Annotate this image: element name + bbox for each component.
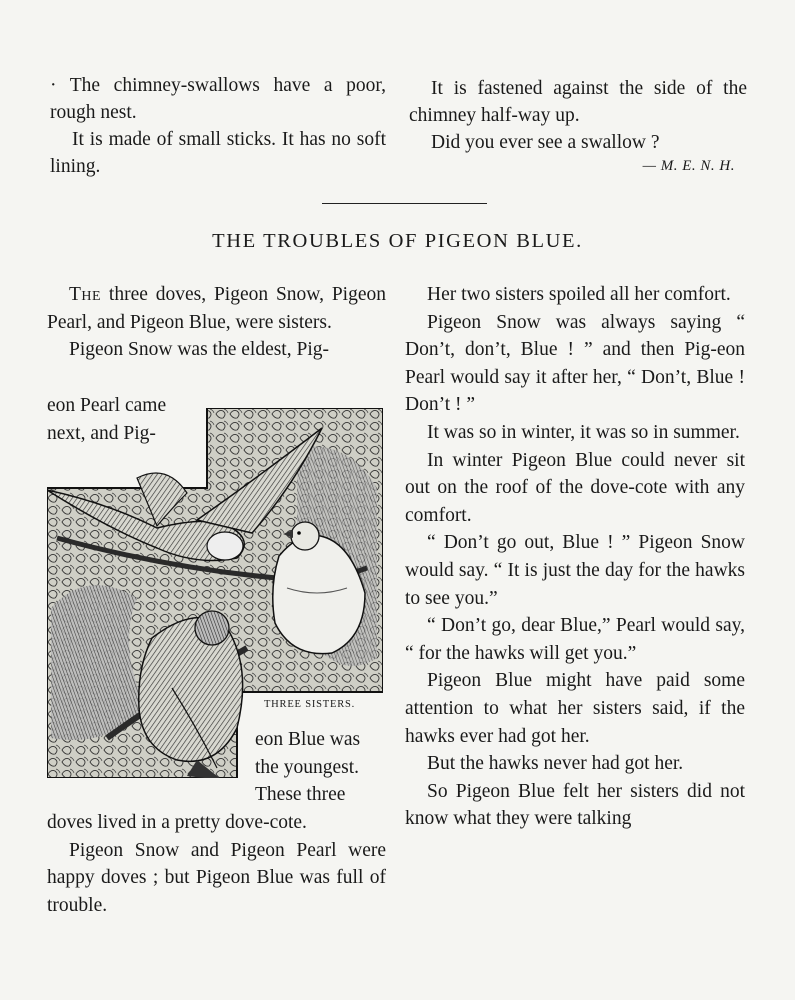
top-left-text	[50, 72, 386, 180]
paragraph: It was so in winter, it was so in summer.	[427, 421, 740, 443]
paragraph: Did you ever see a swallow ?	[431, 132, 660, 153]
text-line: eon Pearl came	[47, 395, 167, 416]
lead-word: The	[69, 284, 102, 305]
text-line: the youngest.	[255, 756, 359, 778]
paragraph-text: three doves, Pigeon Snow, Pigeon Pearl, and Pigeon Blue, were sisters.	[47, 284, 386, 333]
right-column-text	[405, 281, 745, 833]
paragraph-text: doves lived in a pretty dove-cote.	[47, 812, 307, 833]
paragraph-text: Pigeon Snow was the eldest, Pig-	[69, 339, 329, 361]
text-line: next, and Pig-	[47, 422, 156, 444]
section-divider	[322, 203, 487, 204]
three-sisters-illustration	[47, 408, 383, 778]
paragraph	[47, 809, 386, 919]
paragraph: “ Don’t go, dear Blue,” Pearl would say, “ for the hawks will get you.”	[405, 615, 745, 664]
author-signature: — M. E. N. H.	[642, 158, 735, 174]
three-doves-engraving-icon	[47, 408, 383, 778]
paragraph-text: Pigeon Snow and Pigeon Pearl were happy doves ; but Pigeon Blue was full of trouble.	[47, 839, 386, 916]
text-line: These three	[255, 784, 346, 806]
paragraph: But the hawks never had got her.	[427, 753, 684, 775]
story-title: THE TROUBLES OF PIGEON BLUE.	[212, 230, 583, 252]
wrapped-text	[255, 726, 381, 809]
paragraph: It is made of small sticks. It has no soft lining.	[50, 129, 386, 177]
paragraph: “ Don’t go out, Blue ! ” Pigeon Snow would say. “ It is just the day for the hawks to see you.”	[405, 532, 745, 609]
paragraph: In winter Pigeon Blue could never sit out on the roof of the dove-cote with any comfort.	[405, 449, 745, 526]
illustration-caption: THREE SISTERS.	[263, 699, 356, 710]
paragraph: So Pigeon Blue felt her sisters did not know what they were talking	[405, 780, 745, 830]
paragraph: Pigeon Blue might have paid some attention to what her sisters said, if the hawks ever had got her.	[405, 670, 745, 747]
paragraph	[47, 281, 386, 364]
paragraph: Pigeon Snow was always saying “ Don’t, don’t, Blue ! ” and then Pig-eon Pearl would say it after her, “ Don’t, Blue ! Don’t ! ”	[405, 311, 745, 416]
text-line: eon Blue was	[255, 729, 361, 750]
paragraph: Her two sisters spoiled all her comfort.	[427, 284, 731, 305]
top-right-text	[409, 75, 747, 156]
paragraph: · The chimney-swallows have a poor, rough nest.	[50, 75, 386, 123]
paragraph: It is fastened against the side of the chimney half-way up.	[409, 78, 747, 126]
